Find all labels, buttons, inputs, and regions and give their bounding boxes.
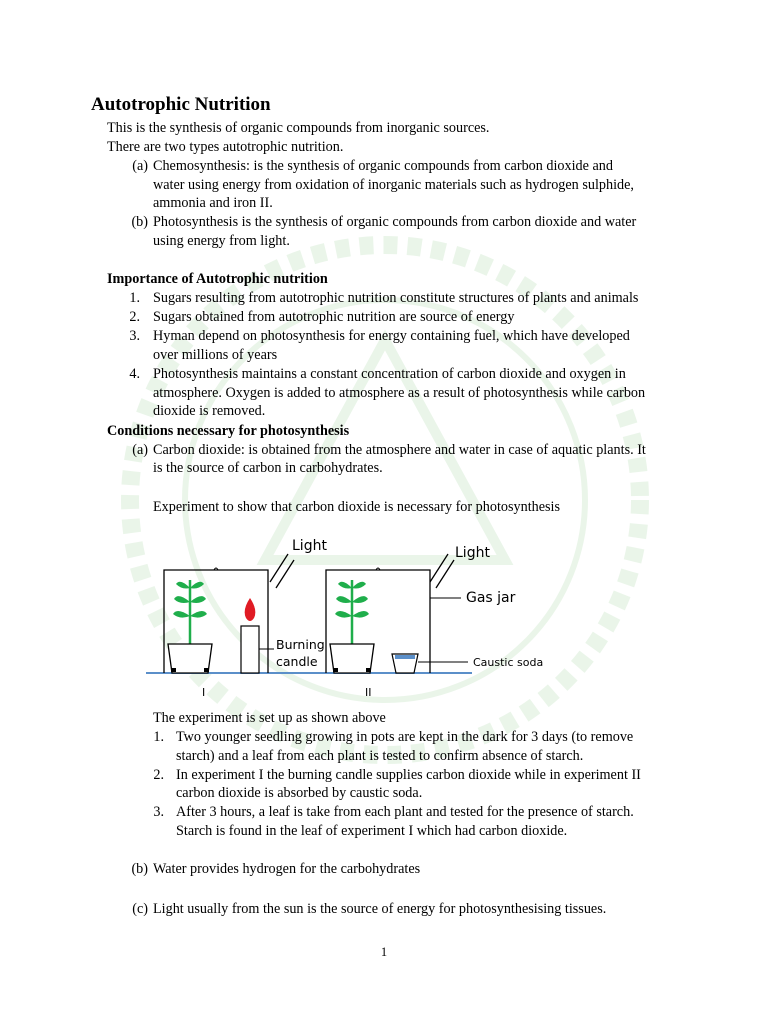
step-line: Two younger seedling growing in pots are kept in the dark for 3 days (to remove: [176, 729, 634, 745]
pot-foot: [333, 668, 338, 672]
burning-label: Burning: [276, 637, 325, 652]
condition-a-marker: (a): [132, 442, 148, 458]
candle-flame: [245, 598, 256, 621]
leaf: [174, 596, 190, 603]
light-arrow-ii: [430, 554, 448, 582]
condition-c-marker: (c): [132, 901, 148, 917]
page-number: 1: [380, 945, 388, 959]
step-line: After 3 hours, a leaf is take from each plant and tested for the presence of starch.: [176, 804, 634, 820]
leaf: [176, 582, 190, 589]
leaf: [338, 582, 352, 589]
importance-marker: 1.: [129, 290, 140, 306]
setup-intro: The experiment is set up as shown above: [153, 710, 386, 726]
importance-item: atmosphere. Oxygen is added to atmosphere as a result of photosynthesis while carbon: [153, 385, 646, 401]
importance-item: over millions of years: [153, 347, 278, 363]
condition-c-text: Light usually from the sun is the source of energy for photosynthesising tissues.: [153, 901, 607, 917]
intro-line-2: There are two types autotrophic nutrition.: [107, 139, 344, 155]
pot-foot: [366, 668, 371, 672]
condition-a-line: is the source of carbon in carbohydrates.: [153, 460, 383, 476]
setup-label-i: I: [202, 686, 206, 699]
pot-foot: [171, 668, 176, 672]
condition-a-line: Carbon dioxide: is obtained from the atmosphere and water in case of aquatic plants. It: [153, 442, 646, 458]
leaf: [190, 596, 206, 603]
light-arrow-i: [270, 554, 288, 582]
importance-item: dioxide is removed.: [153, 403, 266, 419]
candle: [241, 626, 259, 673]
importance-marker: 3.: [129, 328, 140, 344]
type-b-line: using energy from light.: [153, 233, 290, 249]
setup-label-ii: II: [365, 686, 372, 699]
page-title: Autotrophic Nutrition: [91, 94, 271, 115]
candle-label: candle: [276, 654, 318, 669]
step-marker: 2.: [153, 767, 164, 783]
type-a-marker: (a): [132, 158, 148, 174]
importance-marker: 4.: [129, 366, 140, 382]
type-a-line: Chemosynthesis: is the synthesis of organic compounds from carbon dioxide and: [153, 158, 613, 174]
step-line: Starch is found in the leaf of experiment I which had carbon dioxide.: [176, 823, 568, 839]
conditions-heading: Conditions necessary for photosynthesis: [107, 423, 350, 439]
type-b-line: Photosynthesis is the synthesis of organic compounds from carbon dioxide and water: [153, 214, 637, 230]
leaf: [352, 596, 368, 603]
experiment-title: Experiment to show that carbon dioxide is necessary for photosynthesis: [153, 499, 561, 515]
leaf: [352, 611, 369, 618]
condition-b-marker: (b): [131, 861, 148, 877]
leaf: [352, 582, 366, 589]
light-arrow-ii: [436, 560, 454, 588]
type-a-line: water using energy from oxidation of inorganic materials such as hydrogen sulphide,: [153, 177, 634, 193]
condition-b-text: Water provides hydrogen for the carbohydrates: [153, 861, 421, 877]
step-marker: 1.: [153, 729, 164, 745]
importance-item: Sugars obtained from autotrophic nutrition are source of energy: [153, 309, 515, 325]
intro-line-1: This is the synthesis of organic compounds from inorganic sources.: [107, 120, 490, 136]
leaf: [336, 596, 352, 603]
pot-foot: [204, 668, 209, 672]
leaf: [190, 611, 207, 618]
leaf: [335, 611, 352, 618]
type-a-line: ammonia and iron II.: [153, 195, 273, 211]
step-line: carbon dioxide is absorbed by caustic soda.: [176, 785, 423, 801]
experiment-diagram: [146, 532, 546, 702]
leaf: [190, 582, 204, 589]
type-b-marker: (b): [131, 214, 148, 230]
leaf: [173, 611, 190, 618]
light-label-ii: Light: [455, 545, 490, 561]
importance-heading: Importance of Autotrophic nutrition: [107, 271, 328, 287]
importance-item: Photosynthesis maintains a constant concentration of carbon dioxide and oxygen in: [153, 366, 626, 382]
step-line: In experiment I the burning candle supplies carbon dioxide while in experiment II: [176, 767, 641, 783]
importance-item: Sugars resulting from autotrophic nutrition constitute structures of plants and animals: [153, 290, 639, 306]
step-marker: 3.: [153, 804, 164, 820]
gas-jar-label: Gas jar: [466, 590, 516, 606]
step-line: starch) and a leaf from each plant is tested to confirm absence of starch.: [176, 748, 584, 764]
importance-marker: 2.: [129, 309, 140, 325]
light-arrow-i: [276, 560, 294, 588]
caustic-soda-label: Caustic soda: [473, 656, 544, 669]
caustic-soda: [395, 655, 415, 659]
light-label-i: Light: [292, 538, 327, 554]
importance-item: Hyman depend on photosynthesis for energy containing fuel, which have developed: [153, 328, 630, 344]
